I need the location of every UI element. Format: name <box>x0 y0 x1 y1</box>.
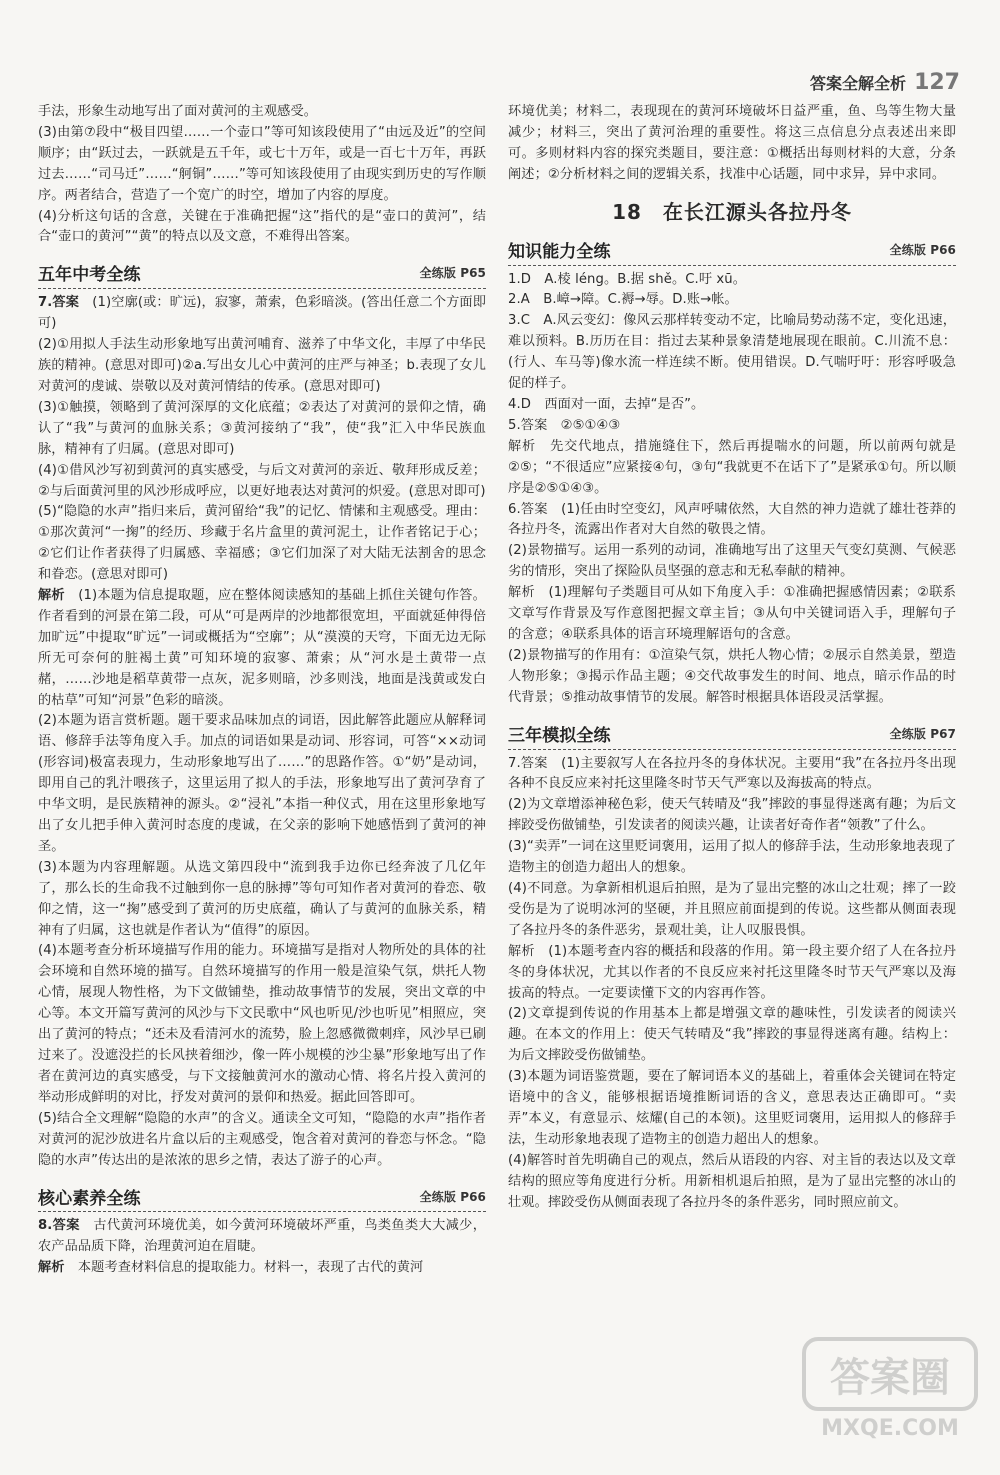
paragraph: (2)①用拟人手法生动形象地写出黄河哺育、滋养了中华文化，丰厚了中华民族的精神。(意思对即可)②a.写出女儿心中黄河的庄严与神圣；b.表现了女儿对黄河的虔诚、崇敬以及对黄河情结的传承。(意思对即可) <box>38 337 486 394</box>
paragraph: 手法，形象生动地写出了面对黄河的主观感受。 <box>38 104 318 119</box>
answer-item: 3.C A.风云变幻：像风云那样转变动不定，比喻局势动荡不定，变化迅速，难以预料。B.历历在目：指过去某种景象清楚地展现在眼前。C.川流不息：(行人、车马等)像水流一样连续不断。使用错误。D.气喘吁吁：形容呼吸急促的样子。 <box>508 313 956 392</box>
analysis-tag: 解析 <box>38 1260 65 1276</box>
analysis-item: 解析 (1)理解句子类题目可从如下角度入手：①准确把握感情因素；②联系文章写作背景及写作意图把握文章主旨；③从句中关键词语入手，理解句子的含意；④联系具体的语言环境理解语句的含意。 <box>508 585 956 642</box>
section-ref: 全练版 P65 <box>419 266 486 281</box>
left-column <box>38 102 486 1279</box>
paragraph: (3)“卖弄”一词在这里贬词褒用，运用了拟人的修辞手法，生动形象地表现了造物主的创造力超出人的想象。 <box>508 839 956 876</box>
paragraph: (5)“隐隐的水声”指归来后，黄河留给“我”的记忆、情愫和主观感受。理由：①那次黄河“一掬”的经历、珍藏于名片盒里的黄河泥土，让作者铭记于心；②它们让作者获得了归属感、幸福感；③它们加深了对大陆无法割舍的思念和眷恋。(意思对即可) <box>38 504 486 583</box>
section-header <box>508 717 956 750</box>
paragraph: (3)①触摸，领略到了黄河深厚的文化底蕴；②表达了对黄河的景仰之情，确认了“我”与黄河的血脉关系；③黄河接纳了“我”，使“我”汇入中华民族血脉，精神有了归属。(意思对即可) <box>38 399 486 457</box>
right-column <box>508 102 956 1214</box>
section-title: 五年中考全练 <box>38 265 141 286</box>
paragraph: (2)为文章增添神秘色彩，使天气转晴及“我”摔跤的事显得迷离有趣；为后文摔跤受伤做铺垫，引发读者的阅读兴趣，让读者好奇作者“领教”了什么。 <box>508 797 956 834</box>
paragraph: (4)解答时首先明确自己的观点，然后从语段的内容、对主旨的表达以及文章结构的照应等角度进行分析。用新相机退后拍照，是为了显出完整的冰山的壮观。摔跤受伤从侧面表现了各拉丹冬的条件恶劣，同时照应前文。 <box>508 1152 956 1210</box>
header-title: 答案全解全析 <box>810 73 907 93</box>
answer-tag: 答案 <box>52 1218 80 1234</box>
paragraph: (2)景物描写。运用一系列的动词，准确地写出了这里天气变幻莫测、气候恶劣的情形，突出了探险队员坚强的意志和无私奉献的精神。 <box>508 543 956 580</box>
paragraph: (2)景物描写的作用有：①渲染气氛，烘托人物心情；②展示自然美景，塑造人物形象；③揭示作品主题；④交代故事发生的时间、地点，暗示作品的时代背景；⑤推动故事情节的发展。解答时根据具体语段灵活掌握。 <box>508 647 956 705</box>
analysis-block <box>38 586 486 711</box>
paragraph: (3)本题为词语鉴赏题，要在了解词语本义的基础上，着重体会关键词在特定语境中的含义，能够根据语境推断词语的含义，意思表达正确即可。“卖弄”本义，有意显示、炫耀(自己的本领)。这里贬词褒用，运用拟人的修辞手法，生动形象地表现了造物主的创造力超出人的想象。 <box>508 1069 956 1147</box>
analysis-tag: 解析 <box>38 588 65 604</box>
lesson-title: 18 在长江源头各拉丹冬 <box>612 199 852 224</box>
paragraph: (4)分析这句话的含意，关键在于准确把握“这”指代的是“壶口的黄河”，结合“壶口的黄河”“黄”的特点以及文意，不难得出答案。 <box>38 208 486 245</box>
section-ref: 全练版 P66 <box>419 1189 486 1204</box>
answer-item: 6.答案 (1)任由时空变幻，风声呼啸依然，大自然的神力造就了雄壮苍莽的各拉丹冬，流露出作者对大自然的敬畏之情。 <box>508 501 956 538</box>
paragraph: (5)结合全文理解“隐隐的水声”的含义。通读全文可知，“隐隐的水声”指作者对黄河的泥沙放进名片盒以后的主观感受，饱含着对黄河的眷恋与怀念。“隐隐的水声”传达出的是浓浓的思乡之情，表达了游子的心声。 <box>38 1110 486 1168</box>
section-title: 核心素养全练 <box>38 1188 141 1209</box>
analysis-item: 解析 先交代地点，措施缝住下，然后再提喘水的问题，所以前两句就是②⑤；“不很适应”应紧接④句，③句“我就更不在话下了”是紧承①句。所以顺序是②⑤①④③。 <box>508 438 956 496</box>
watermark-url: MXQE.COM <box>821 1416 959 1441</box>
answer-text: 古代黄河环境优美，如今黄河环境破坏严重，鸟类鱼类大大减少，农产品品质下降，治理黄河迫在眉睫。 <box>38 1218 487 1255</box>
paragraph: (4)①借风沙写初到黄河的真实感受，与后文对黄河的亲近、敬拜形成反差；②与后面黄河里的风沙形成呼应，以更好地表达对黄河的炽爱。(意思对即可) <box>38 462 486 499</box>
section-header <box>38 256 486 289</box>
section-ref: 全练版 P67 <box>889 726 956 741</box>
section-title: 三年模拟全练 <box>508 725 611 746</box>
analysis-text: 本题考查材料信息的提取能力。材料一，表现了古代的黄河 <box>77 1260 424 1276</box>
section-ref: 全练版 P66 <box>889 242 956 257</box>
paragraph: (4)不同意。为拿新相机退后拍照，是为了显出完整的冰山之壮观；摔了一跤受伤是为了说明冰河的坚硬，并且照应前面提到的传说。这些都从侧面表现了各拉丹冬的条件恶劣，景观壮美，让人叹服畏惧。 <box>508 881 956 938</box>
answer-text: (1)空廓(或：旷远)，寂寥，萧索，色彩暗淡。(答出任意二个方面即可) <box>38 295 486 332</box>
paragraph: 环境优美；材料二，表现现在的黄河环境破坏日益严重，鱼、鸟等生物大量减少；材料三，突出了黄河治理的重要性。将这三点信息分点表述出来即可。多则材料内容的探究类题目，要注意：①概括出每则材料的大意，分条阐述；②分析材料之间的逻辑关系，找准中心话题，同中求异，异中求同。 <box>508 104 956 182</box>
question-number: 7. <box>38 295 53 311</box>
answer-item: 5.答案 ②⑤①④③ <box>508 417 621 433</box>
answer-item: 7.答案 (1)主要叙写人在各拉丹冬的身体状况。主要用“我”在各拉丹冬出现各种不良反应来衬托这里隆冬时节天气严寒以及海拔高的特点。 <box>508 755 956 792</box>
page-number: 127 <box>914 69 960 95</box>
section-title: 知识能力全练 <box>508 241 611 262</box>
analysis-item: 解析 (1)本题考查内容的概括和段落的作用。第一段主要介绍了人在各拉丹冬的身体状况，尤其以作者的不良反应来衬托这里隆冬时节天气严寒以及海拔高的特点。一定要读懂下文的内容再作答。 <box>508 943 956 1001</box>
watermark-logo <box>800 1335 980 1445</box>
answer-block <box>38 293 486 335</box>
answer-item: 1.D A.棱 léng。B.据 shě。C.吁 xū。 <box>508 271 747 287</box>
section-header <box>38 1179 486 1212</box>
page-header <box>660 60 960 104</box>
answer-item: 4.D 西面对一面，去掉“是否”。 <box>508 396 705 412</box>
answer-item: 2.A B.嶂→障。C.褥→辱。D.账→帐。 <box>508 292 738 308</box>
watermark-text: 答案圈 <box>830 1355 950 1401</box>
paragraph: (3)本题为内容理解题。从选文第四段中“流到我手边你已经奔波了几亿年了，那么长的生命我不过触到你一息的脉搏”等句可知作者对黄河的眷恋、敬仰之情，这一“掬”感受到了黄河的历史底蕴，确认了与黄河的血脉关系，精神有了归属，这也就是作者认为“值得”的原因。 <box>38 859 486 938</box>
paragraph: (3)由第⑦段中“极目四望……一个壶口”等可知该段使用了“由远及近”的空间顺序；由“跃过去，一跃就是五千年，或七十万年，或是一百七十万年，再跃过去……“司马迁”……“舸铜”……”等可知该段使用了由现实到历史的写作顺序。两者结合，营造了一个宽广的时空，增加了内容的厚度。 <box>38 124 486 203</box>
answer-tag: 答案 <box>52 295 79 311</box>
paragraph: (2)文章提到传说的作用基本上都是增强文章的趣味性，引发读者的阅读兴趣。在本文的作用上：使天气转晴及“我”摔跤的事显得迷离有趣。结构上：为后文摔跤受伤做铺垫。 <box>508 1006 956 1064</box>
section-header <box>508 233 956 266</box>
question-number: 8. <box>38 1218 53 1234</box>
analysis-text: (1)本题为信息提取题，应在整体阅读感知的基础上抓住关键句作答。作者看到的河景在第二段，可从“可是两岸的沙地都很宽坦，平面就延伸得倍加旷远”中提取“旷远”一词或概括为“空廓”；从“漠漠的天穹，下面无边无际所无可奈何的脏褐土黄”可知环境的寂寥、萧索；从“河水是土黄带一点赭，……沙地是稻草黄带一点灰，泥多则暗，沙多则浅，地面是浅黄或发白的枯草”可知“河景”色彩的暗淡。 <box>38 588 486 708</box>
paragraph: (2)本题为语言赏析题。题干要求品味加点的词语，因此解答此题应从解释词语、修辞手法等角度入手。加点的词语如果是动词、形容词，可答“××动词(形容词)极富表现力，生动形象地写出了……”的思路作答。①“奶”是动词，即用自己的乳汁喂孩子，这里运用了拟人的手法，形象地写出了黄河孕育了中华文明，是民族精神的源头。②“浸礼”本指一种仪式，用在这里形象地写出了女儿把手伸入黄河时态度的虔诚，在父亲的影响下她感悟到了黄河的神圣。 <box>38 713 486 854</box>
analysis-block <box>38 1258 486 1279</box>
answer-block <box>38 1216 486 1258</box>
paragraph: (4)本题考查分析环境描写作用的能力。环境描写是指对人物所处的具体的社会环境和自然环境的描写。自然环境描写的作用一般是渲染气氛，烘托人物心情，展现人物性格，为下文做铺垫，推动故事情节的发展，突出文章的中心等。本文开篇写黄河的风沙与下文民歌中“风也听见/沙也听见”相照应，突出了黄河的特点；“还未及看清河水的流势，脸上忽感微微刺痒，风沙早已刷过来了。没遮没拦的长风挟着细沙，像一阵小规模的沙尘暴”形象地写出了作者在黄河边的真实感受，与下文接触黄河水的激动心情、将名片投入黄河的举动形成鲜明的对比，抒发对黄河的景仰和热爱。据此回答即可。 <box>38 943 486 1105</box>
